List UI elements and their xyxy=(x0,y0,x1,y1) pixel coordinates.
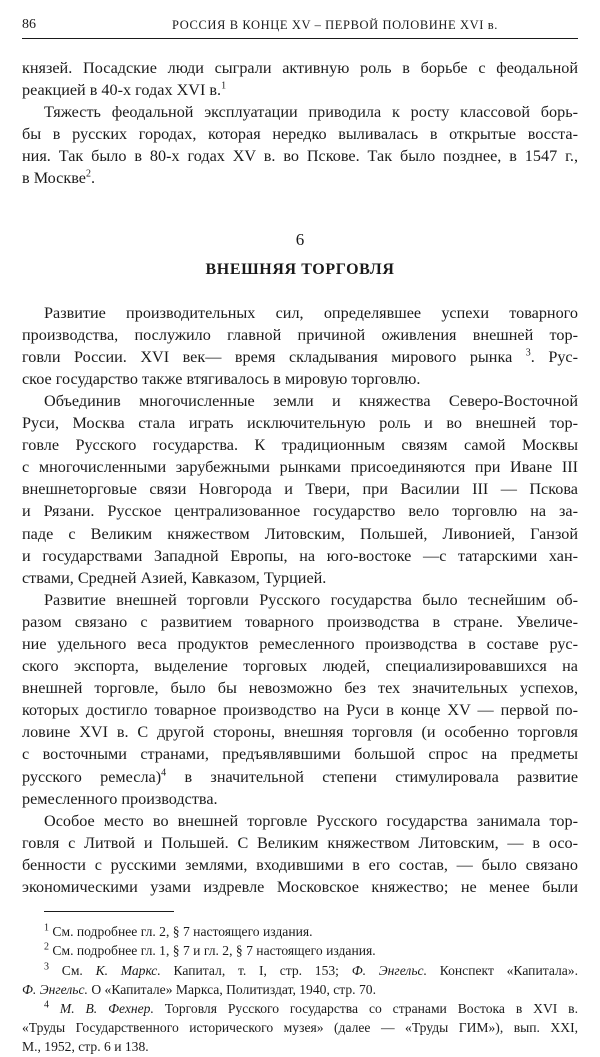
text-line: Особое место во внешней торговле Русского государства занимала тор- xyxy=(44,811,578,830)
footnote-ref-2[interactable]: 2 xyxy=(85,169,91,181)
footnote-mark: 2 xyxy=(44,941,49,953)
text-line: с восточными странами, предъявлявшими большой спрос на предметы xyxy=(22,745,578,764)
text-line: и Рязани. Русское централизованное государство вело торговлю на за- xyxy=(22,502,578,521)
footnote-4-cont: М., 1952, стр. 6 и 138. xyxy=(22,1039,149,1055)
text-line: производства, послужило главной причиной оживления внешней тор- xyxy=(22,325,578,344)
text-line: паде с Великим княжеством Литовским, Польшей, Ливонией, Ганзой xyxy=(22,524,578,543)
footnote-1 xyxy=(22,922,578,941)
text-line: ремесленного производства. xyxy=(22,789,218,808)
text-line: внешней торговле, было бы невозможно без тех значительных успехов, xyxy=(22,679,578,698)
text-line xyxy=(22,766,578,788)
section-number: 6 xyxy=(295,229,305,249)
text-line xyxy=(22,346,578,368)
footnote-mark: 3 xyxy=(44,960,49,972)
text-span: реакцией в 40-х годах XVI в. xyxy=(22,81,222,100)
author-name: Ф. Энгельс. xyxy=(22,981,88,997)
text-line: ние удельного веса продуктов ремесленного производства в составе рус- xyxy=(22,634,578,653)
text-line: говле Русского государства. К традиционным связям самой Москвы xyxy=(22,436,578,455)
text-line: ского экспорта, выделение торговых людей, специализировавшихся на xyxy=(22,657,578,676)
text-line: Руси, Москва стала играть исключительную роль и во внешней тор- xyxy=(22,414,578,433)
footnote-2 xyxy=(22,941,578,960)
footnote-ref-1[interactable]: 1 xyxy=(221,80,227,92)
footnotes xyxy=(22,922,578,1056)
text-line: бенности с русскими землями, входившими в его состав, — было связано xyxy=(22,855,578,874)
text-line: с многочисленными зарубежными рынками присоединяются при Иване III xyxy=(22,458,578,477)
text-line: в Москве$^2$. xyxy=(22,169,96,188)
text-line: и государствами Западной Европы, на юго-востоке —с татарскими хан- xyxy=(22,546,578,565)
text-line: ское государство также втягивалось в мировую торговлю. xyxy=(22,369,421,388)
text-line: Развитие внешней торговли Русского государства было теснейшим об- xyxy=(44,590,578,609)
section-title: ВНЕШНЯЯ ТОРГОВЛЯ xyxy=(205,260,395,278)
footnote-4-cont: «Труды Государственного исторического музея» (далее — «Труды ГИМ»), вып. XXI, xyxy=(22,1020,578,1036)
text-line: экономическими узами издревле Московское княжество; не менее были xyxy=(22,878,578,896)
text-line: внешнеторговые связи Новгорода и Твери, при Василии III — Пскова xyxy=(22,480,578,499)
text-line: бы в русских городах, которая нередко выливалась в открытые восста- xyxy=(22,125,578,144)
text-line: которых достигло товарное производство на Руси в конце XV — первой по- xyxy=(22,701,578,720)
running-title: РОССИЯ В КОНЦЕ XV – ПЕРВОЙ ПОЛОВИНЕ XVI в. xyxy=(172,18,498,32)
author-name: К. Маркс. xyxy=(95,962,161,978)
author-name: Ф. Энгельс. xyxy=(351,962,427,978)
text-line xyxy=(22,79,578,101)
text-span: в значительной степени стимулировала развитие xyxy=(184,767,578,786)
footnote-mark: 1 xyxy=(44,922,49,934)
author-name: М. В. Фехнер. xyxy=(59,1000,154,1016)
text-line: Тяжесть феодальной эксплуатации приводила к росту классовой борь- xyxy=(44,103,578,122)
page-body xyxy=(22,57,578,1057)
text-line: ствами, Средней Азией, Кавказом, Турцией. xyxy=(22,568,327,587)
text-span: говли России. XVI век— время складывания мирового рынка xyxy=(22,347,513,366)
text-span: См. подробнее гл. 1, § 7 и гл. 2, § 7 настоящего издания. xyxy=(52,943,376,959)
text-span: в Москве xyxy=(22,169,86,188)
text-span: русского ремесла) xyxy=(22,767,162,786)
text-line: князей. Посадские люди сыграли активную роль в борьбе с феодальной xyxy=(22,59,578,77)
footnote-ref-3[interactable]: 3 xyxy=(525,347,531,359)
text-line: говля с Литвой и Польшей. С Великим княжеством Литовским, — в осо- xyxy=(22,833,578,852)
footnote-divider xyxy=(44,911,174,912)
text-span: См. xyxy=(61,962,83,978)
text-span: Торговля Русского государства со странами Востока в XVI в. xyxy=(164,1000,578,1016)
text-span: Капитал, т. I, стр. 153; xyxy=(173,962,339,978)
footnote-3 xyxy=(22,961,578,980)
text-span: См. подробнее гл. 2, § 7 настоящего издания. xyxy=(52,924,313,940)
text-span: Конспект «Капитала». xyxy=(439,962,578,978)
text-line: разом связано с развитием товарного производства в стране. Увеличе- xyxy=(22,612,578,631)
text-span: О «Капитале» Маркса, Политиздат, 1940, стр. 70. xyxy=(91,981,376,997)
text-line: ловине XVI в. С другой стороны, внешняя торговля (и особенно торговля xyxy=(22,723,578,742)
text-span: . Рус- xyxy=(530,347,578,366)
footnote-mark: 4 xyxy=(44,999,49,1011)
footnote-ref-4[interactable]: 4 xyxy=(161,767,167,779)
footnote-4 xyxy=(22,999,578,1018)
text-line: ния. Так было в 80-х годах XV в. во Пскове. Так было позднее, в 1547 г., xyxy=(22,147,578,166)
footnote-3-cont xyxy=(22,980,578,999)
text-line: Объединив многочисленные земли и княжества Северо-Восточной xyxy=(44,391,578,410)
page-header xyxy=(22,14,578,39)
text-line: Развитие производительных сил, определявшее успехи товарного xyxy=(44,303,578,322)
page-number: 86 xyxy=(22,17,36,32)
